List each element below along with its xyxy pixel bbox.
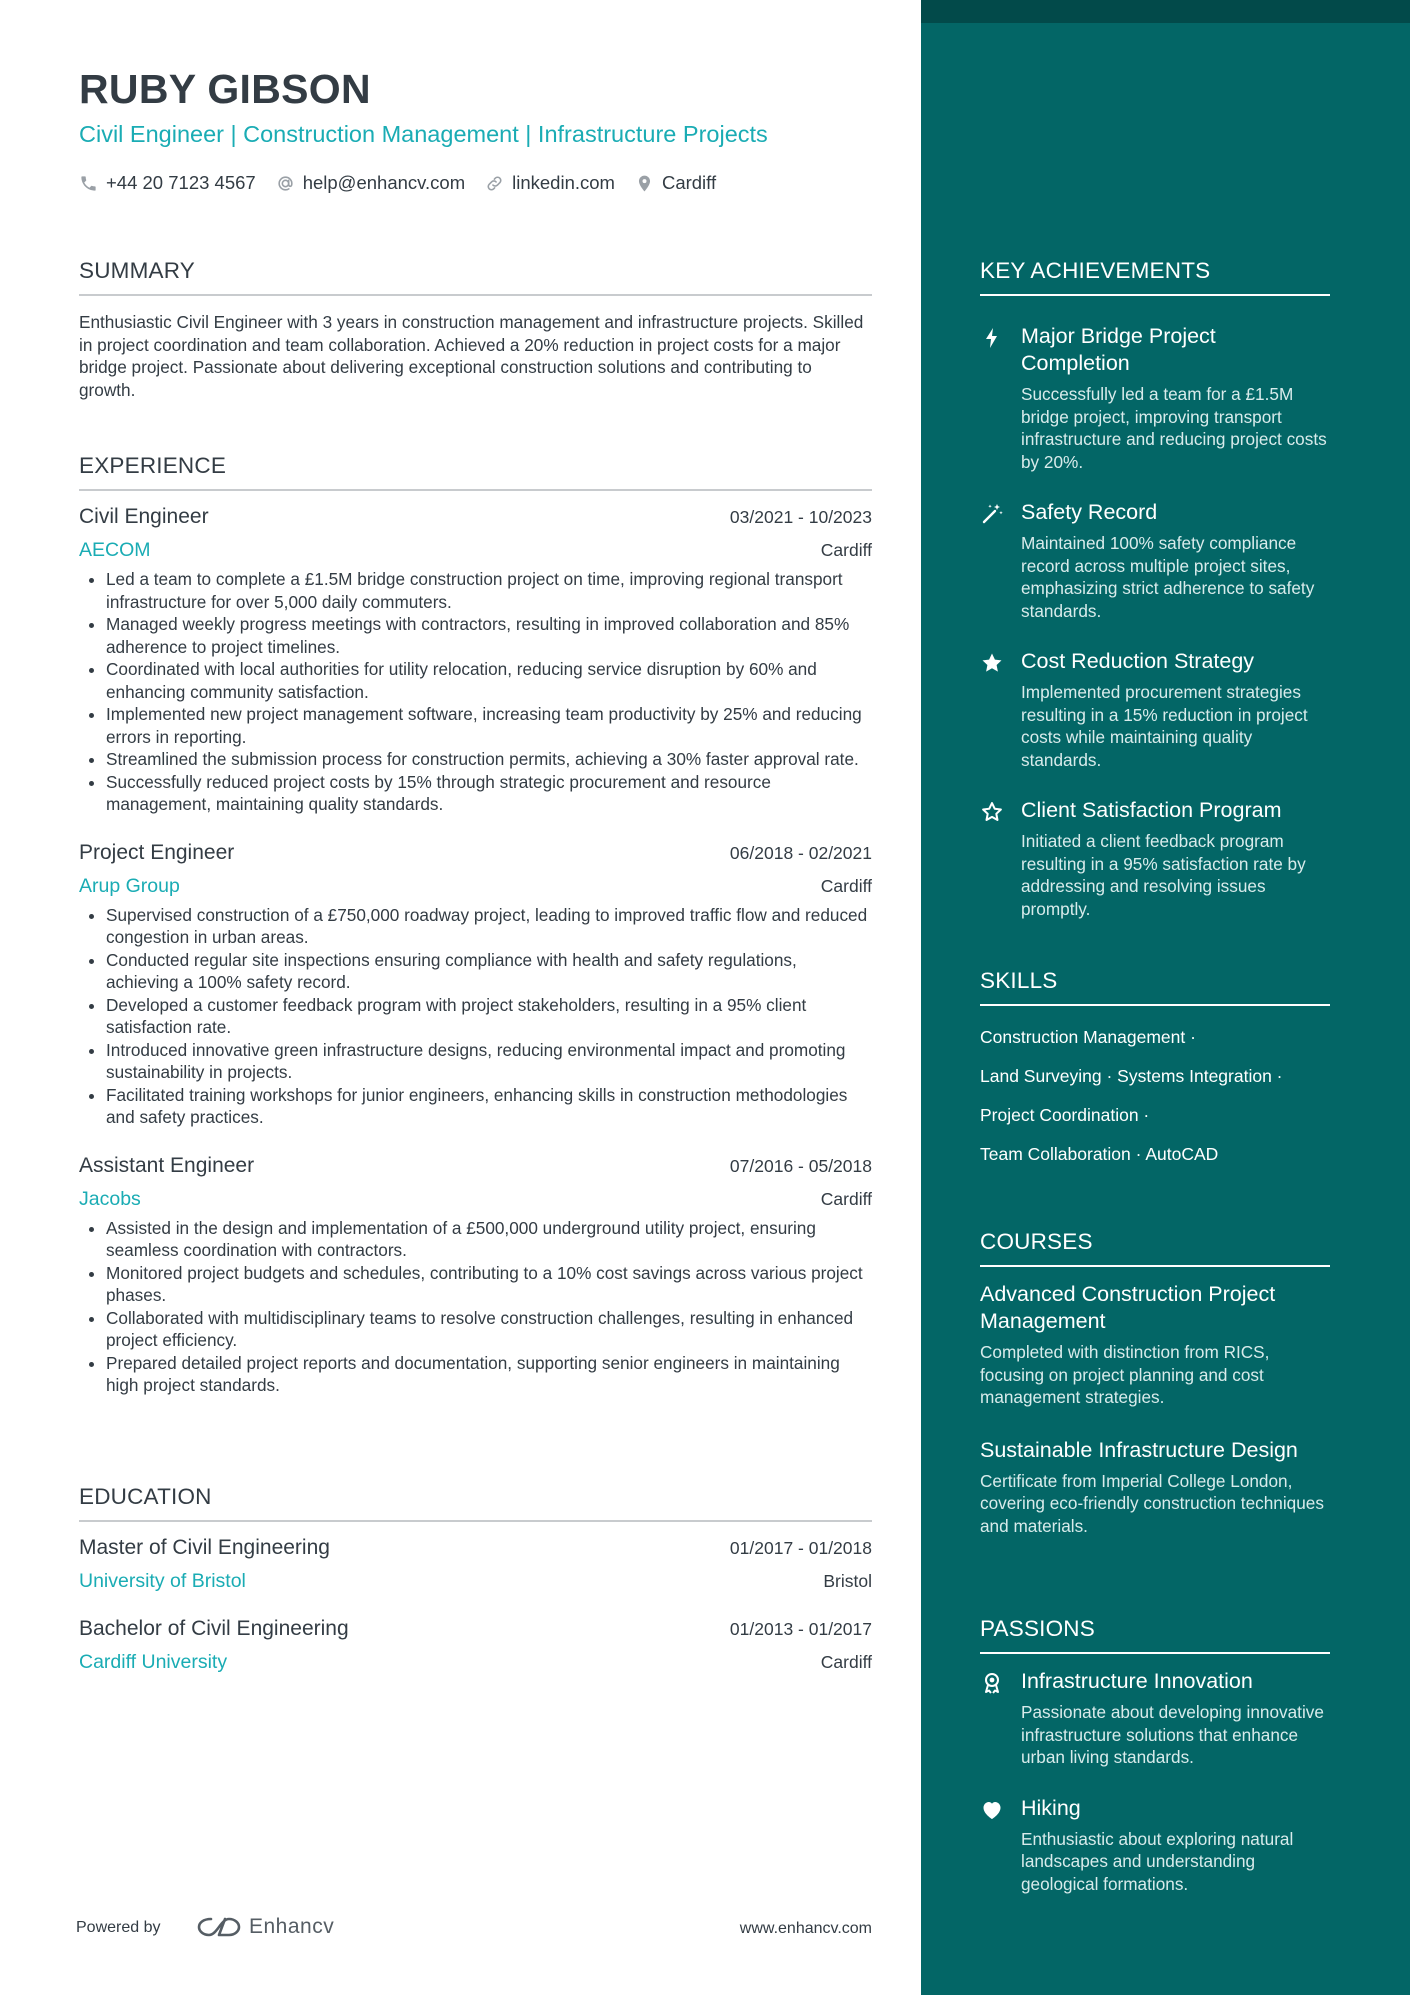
education-degree: Master of Civil Engineering (79, 1536, 330, 1559)
job-bullet: • Coordinated with local authorities for utility relocation, reducing service disruption by 60% and enhancing community satisfaction. (106, 658, 872, 703)
skill-line: Construction Management · (980, 1027, 1196, 1047)
job-bullet: • Collaborated with multidisciplinary teams to resolve construction challenges, resulting in enhanced project efficiency. (106, 1307, 872, 1352)
education-location: Cardiff (820, 1652, 872, 1672)
job-dates: 06/2018 - 02/2021 (729, 842, 872, 863)
passion-desc: Enthusiastic about exploring natural landscapes and understanding geological formations. (1021, 1828, 1294, 1894)
job-bullet: • Implemented new project management software, increasing team productivity by 25% and reducing errors in reporting. (106, 703, 872, 748)
contact-linkedin[interactable] (485, 172, 615, 194)
contact-location (635, 172, 716, 194)
education-school: Cardiff University (79, 1651, 228, 1673)
passion-desc: Passionate about developing innovative infrastructure solutions that enhance urban living standards. (1021, 1702, 1324, 1767)
job-role: Civil Engineer (79, 505, 209, 528)
course-desc: Certificate from Imperial College London, covering eco-friendly construction techniques and materials. (980, 1470, 1324, 1536)
job-bullet: • Prepared detailed project reports and documentation, supporting senior engineers in maintaining high project standards. (106, 1352, 872, 1397)
location-pin-icon (635, 174, 654, 193)
skill-line: Team Collaboration · AutoCAD (980, 1144, 1219, 1164)
passion-title: Hiking (1021, 1795, 1081, 1820)
education-dates: 01/2017 - 01/2018 (729, 1538, 872, 1558)
education-degree: Bachelor of Civil Engineering (79, 1617, 349, 1640)
experience-item (79, 1154, 872, 1397)
job-bullet: • Streamlined the submission process for construction permits, achieving a 30% faster approval rate. (106, 748, 872, 771)
education-section (79, 1484, 872, 1674)
job-bullet: • Facilitated training workshops for junior engineers, enhancing skills in construction methodologies and safety practices. (106, 1084, 872, 1129)
job-dates: 07/2016 - 05/2018 (729, 1155, 872, 1176)
achievement-item (980, 323, 1330, 473)
passion-item (980, 1795, 1330, 1896)
achievement-desc: Implemented procurement strategies resulting in a 15% reduction in project costs while maintaining quality standards. (1021, 682, 1308, 770)
sidebar-top-bar (921, 0, 1410, 23)
education-dates: 01/2013 - 01/2017 (729, 1619, 872, 1639)
contact-phone[interactable] (79, 172, 256, 194)
passions-section (980, 1616, 1330, 1895)
education-location: Bristol (823, 1571, 872, 1591)
section-title-experience: EXPERIENCE (79, 453, 872, 491)
job-company: AECOM (79, 539, 151, 561)
job-bullet: • Led a team to complete a £1.5M bridge construction project on time, improving regional transport infrastructure for over 5,000 daily commuters. (106, 568, 872, 613)
section-title-passions: PASSIONS (980, 1616, 1330, 1654)
experience-section (79, 453, 872, 1397)
sidebar (921, 0, 1410, 1995)
passion-item (980, 1668, 1330, 1769)
experience-item (79, 505, 872, 816)
experience-item (79, 841, 872, 1129)
education-item (79, 1617, 872, 1674)
section-title-education: EDUCATION (79, 1484, 872, 1522)
job-location: Cardiff (820, 875, 872, 896)
job-bullet: • Managed weekly progress meetings with contractors, resulting in improved collaboration and 85% adherence to project timelines. (106, 613, 872, 658)
skills-list (980, 1018, 1330, 1174)
phone-text: +44 20 7123 4567 (106, 172, 256, 193)
job-bullet: • Developed a customer feedback program with project stakeholders, resulting in a 95% client satisfaction rate. (106, 994, 872, 1039)
job-bullet: • Monitored project budgets and schedules, contributing to a 10% cost savings across various project phases. (106, 1262, 872, 1307)
key-achievements-section (980, 258, 1330, 920)
footer-url[interactable]: www.enhancv.com (739, 1920, 872, 1937)
phone-icon (79, 174, 98, 193)
heart-icon (980, 1798, 1004, 1822)
achievement-desc: Maintained 100% safety compliance record across multiple project sites, emphasizing strict adherence to safety standards. (1021, 533, 1315, 621)
course-desc: Completed with distinction from RICS, focusing on project planning and cost management strategies. (980, 1342, 1270, 1407)
job-bullet: • Supervised construction of a £750,000 roadway project, leading to improved traffic flow and reduced congestion in urban areas. (106, 904, 872, 949)
award-icon (980, 1671, 1004, 1695)
job-bullet: • Successfully reduced project costs by 15% through strategic procurement and resource management, maintaining quality standards. (106, 771, 872, 816)
education-school: University of Bristol (79, 1570, 246, 1592)
contact-info (79, 170, 736, 196)
job-company: Arup Group (79, 874, 180, 897)
star-outline-icon (980, 800, 1004, 824)
achievement-item (980, 499, 1330, 622)
at-icon (276, 174, 295, 193)
course-item (980, 1281, 1330, 1409)
contact-email[interactable] (276, 172, 465, 194)
job-role: Project Engineer (79, 840, 235, 864)
job-bullets (79, 904, 872, 1129)
job-bullets (79, 568, 872, 816)
course-title: Advanced Construction Project Management (980, 1282, 1276, 1333)
candidate-name: RUBY GIBSON (79, 66, 371, 112)
footer-logo[interactable] (195, 1914, 334, 1940)
footer-brand: Enhancv (249, 1915, 335, 1938)
headline: Civil Engineer | Construction Management | Infrastructure Projects (79, 121, 768, 147)
job-location: Cardiff (820, 540, 872, 560)
passion-title: Infrastructure Innovation (1021, 1669, 1253, 1693)
achievement-item (980, 797, 1330, 920)
link-icon (485, 174, 504, 193)
course-title: Sustainable Infrastructure Design (980, 1437, 1298, 1462)
skill-line: Project Coordination · (980, 1105, 1150, 1125)
skill-line: Land Surveying · Systems Integration · (980, 1066, 1283, 1086)
job-company: Jacobs (79, 1187, 141, 1210)
enhancv-logo-icon (195, 1914, 243, 1940)
summary-text: Enthusiastic Civil Engineer with 3 years in construction management and infrastructure projects. Skilled in project coordination and team collaboration. Achieved a 20% reduction in project costs for a major bridge project. Passionate about delivering exceptional construction solutions and contributing to growth. (79, 312, 864, 400)
section-title-key-achievements: KEY ACHIEVEMENTS (980, 258, 1330, 296)
job-dates: 03/2021 - 10/2023 (729, 507, 872, 527)
job-bullet: • Assisted in the design and implementation of a £500,000 underground utility project, ensuring seamless coordination with contractors. (106, 1217, 872, 1262)
achievement-desc: Initiated a client feedback program resulting in a 95% satisfaction rate by addressing and resolving issues promptly. (1021, 831, 1306, 919)
section-title-skills: SKILLS (980, 968, 1330, 1006)
footer-powered-by: Powered by (76, 1919, 161, 1936)
education-item (79, 1536, 872, 1593)
section-title-summary: SUMMARY (79, 258, 872, 296)
job-bullets (79, 1217, 872, 1397)
achievement-item (980, 648, 1330, 771)
location-text: Cardiff (661, 172, 717, 193)
summary-section (79, 258, 872, 401)
achievement-title: Cost Reduction Strategy (1021, 649, 1255, 673)
course-item (980, 1437, 1330, 1538)
magic-wand-icon (980, 502, 1004, 526)
job-bullet: • Conducted regular site inspections ensuring compliance with health and safety regulations, achieving a 100% safety record. (106, 949, 872, 994)
courses-section (980, 1229, 1330, 1537)
achievement-title: Client Satisfaction Program (1021, 798, 1282, 822)
job-role: Assistant Engineer (79, 1153, 255, 1177)
section-title-courses: COURSES (980, 1229, 1330, 1267)
job-location: Cardiff (820, 1188, 872, 1209)
email-text: help@enhancv.com (302, 172, 466, 193)
achievement-title: Safety Record (1021, 500, 1158, 524)
star-filled-icon (980, 651, 1004, 675)
achievement-title: Major Bridge Project Completion (1021, 324, 1216, 375)
linkedin-text: linkedin.com (512, 172, 615, 193)
job-bullet: • Introduced innovative green infrastructure designs, reducing environmental impact and promoting sustainability in projects. (106, 1039, 872, 1084)
lightning-icon (980, 326, 1004, 350)
skills-section (980, 968, 1330, 1174)
achievement-desc: Successfully led a team for a £1.5M bridge project, improving transport infrastructure and reducing project costs by 20%. (1021, 384, 1327, 472)
